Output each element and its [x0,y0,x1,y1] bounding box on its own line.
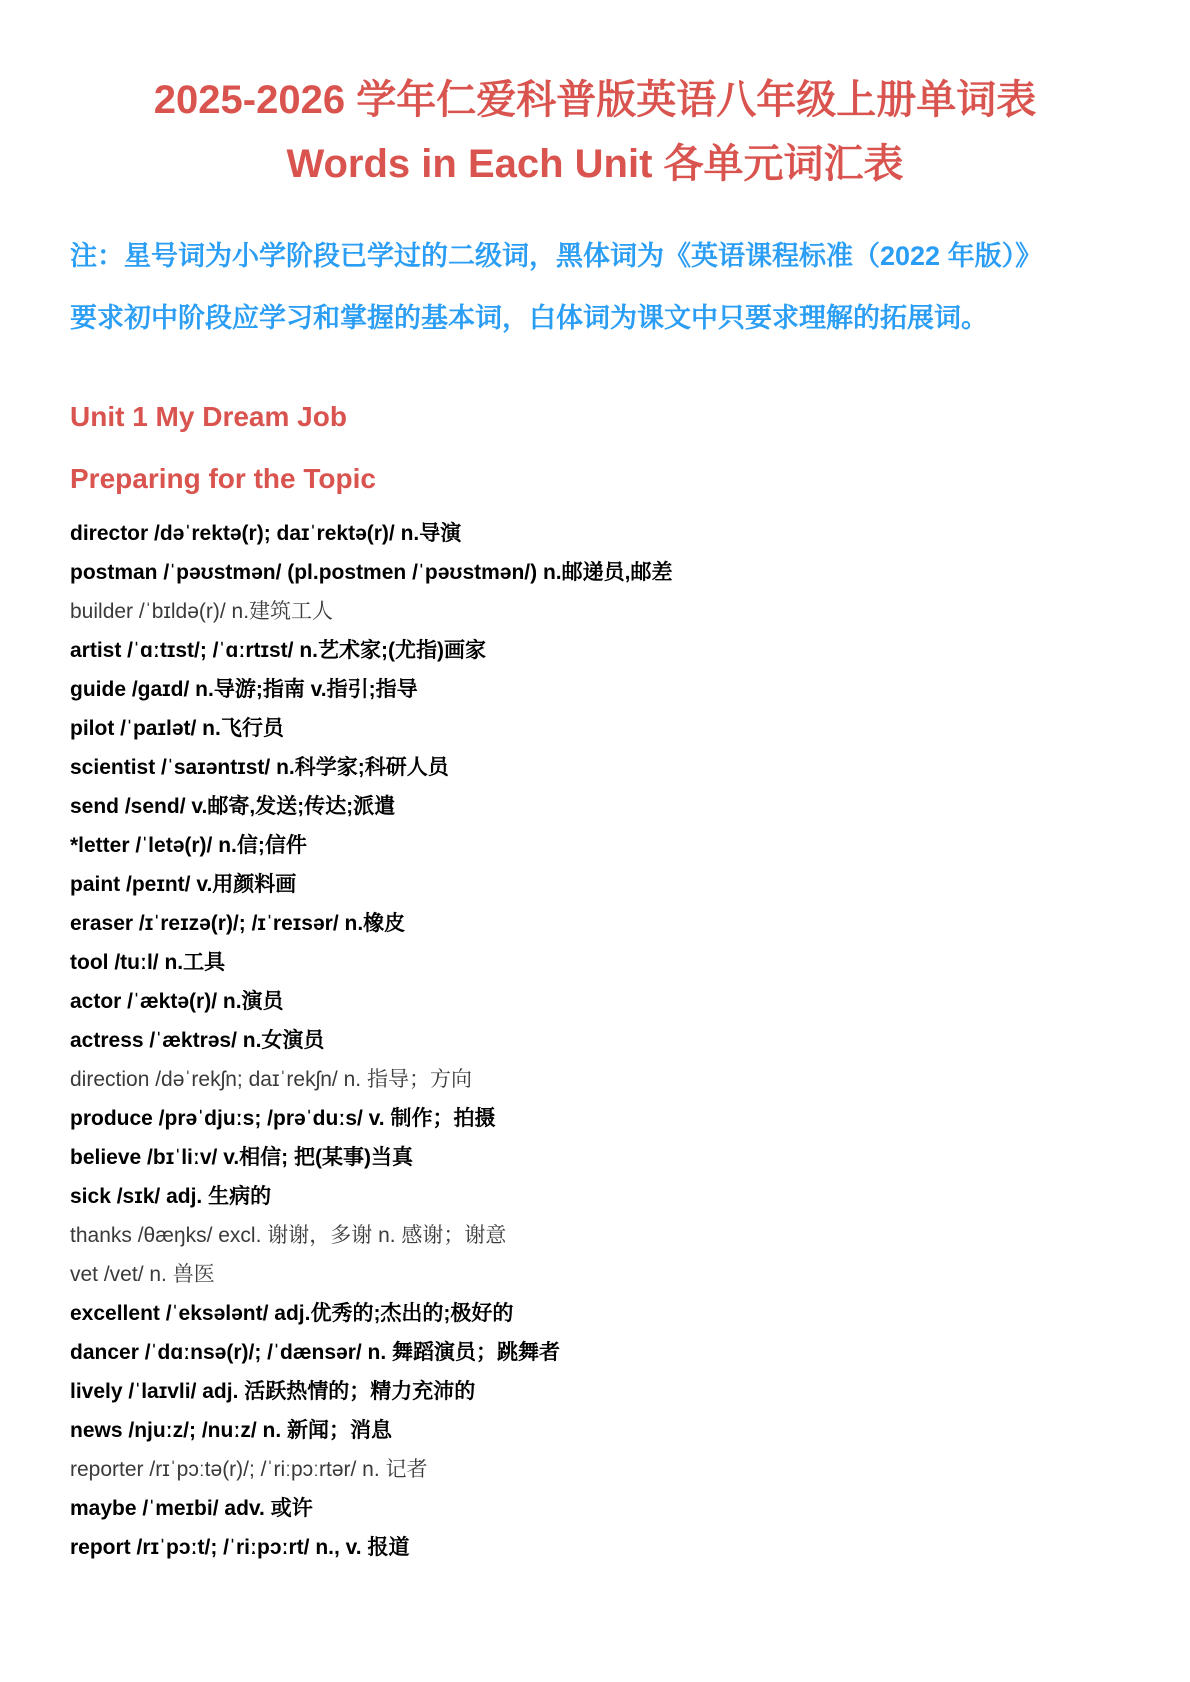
word-entry: sick /sɪk/ adj. 生病的 [70,1185,272,1208]
word-entry: lively /ˈlaɪvli/ adj. 活跃热情的；精力充沛的 [70,1380,476,1403]
word-entry: guide /gaɪd/ n.导游;指南 v.指引;指导 [70,678,418,701]
document-title-line2: Words in Each Unit 各单元词汇表 [286,142,904,186]
word-entry: scientist /ˈsaɪəntɪst/ n.科学家;科研人员 [70,756,449,779]
unit-heading: Unit 1 My Dream Job [70,401,347,432]
word-entry: dancer /ˈdɑːnsə(r)/; /ˈdænsər/ n. 舞蹈演员；跳舞者 [70,1341,561,1364]
word-entry: actor /ˈæktə(r)/ n.演员 [70,990,284,1013]
word-entry: direction /dəˈrekʃn; daɪˈrekʃn/ n. 指导；方向 [70,1068,472,1091]
word-entry: paint /peɪnt/ v.用颜料画 [70,873,297,896]
note-line1: 注：星号词为小学阶段已学过的二级词，黑体词为《英语课程标准（2022 年版）》 [70,241,1043,271]
word-entry: eraser /ɪˈreɪzə(r)/; /ɪˈreɪsər/ n.橡皮 [70,912,406,935]
word-entry: builder /ˈbɪldə(r)/ n.建筑工人 [70,600,334,623]
word-entry: tool /tuːl/ n.工具 [70,951,226,974]
word-entry: maybe /ˈmeɪbi/ adv. 或许 [70,1497,313,1520]
word-entry: send /send/ v.邮寄,发送;传达;派遣 [70,795,396,818]
word-entry: reporter /rɪˈpɔːtə(r)/; /ˈriːpɔːrtər/ n. 记者 [70,1458,428,1481]
document-title-line1: 2025-2026 学年仁爱科普版英语八年级上册单词表 [153,78,1037,122]
word-entry: pilot /ˈpaɪlət/ n.飞行员 [70,717,284,740]
word-entry: news /njuːz/; /nuːz/ n. 新闻；消息 [70,1419,392,1442]
section-heading: Preparing for the Topic [70,463,376,494]
word-entry: report /rɪˈpɔːt/; /ˈriːpɔːrt/ n., v. 报道 [70,1536,410,1559]
word-list [70,514,1150,1567]
word-entry: excellent /ˈeksələnt/ adj.优秀的;杰出的;极好的 [70,1302,514,1325]
word-entry: produce /prəˈdjuːs; /prəˈduːs/ v. 制作；拍摄 [70,1107,496,1130]
word-entry: postman /ˈpəʊstmən/ (pl.postmen /ˈpəʊstmən/) n.邮递员,邮差 [70,561,673,584]
word-entry: director /dəˈrektə(r); daɪˈrektə(r)/ n.导演 [70,522,462,545]
note-line2: 要求初中阶段应学习和掌握的基本词，白体词为课文中只要求理解的拓展词。 [70,303,988,333]
word-entry: vet /vet/ n. 兽医 [70,1263,215,1286]
word-entry: artist /ˈɑːtɪst/; /ˈɑːrtɪst/ n.艺术家;(尤指)画家 [70,639,486,662]
word-entry: actress /ˈæktrəs/ n.女演员 [70,1029,325,1052]
word-entry: believe /bɪˈliːv/ v.相信; 把(某事)当真 [70,1146,413,1169]
word-entry: thanks /θæŋks/ excl. 谢谢，多谢 n. 感谢；谢意 [70,1224,507,1247]
word-entry: *letter /ˈletə(r)/ n.信;信件 [70,834,307,857]
